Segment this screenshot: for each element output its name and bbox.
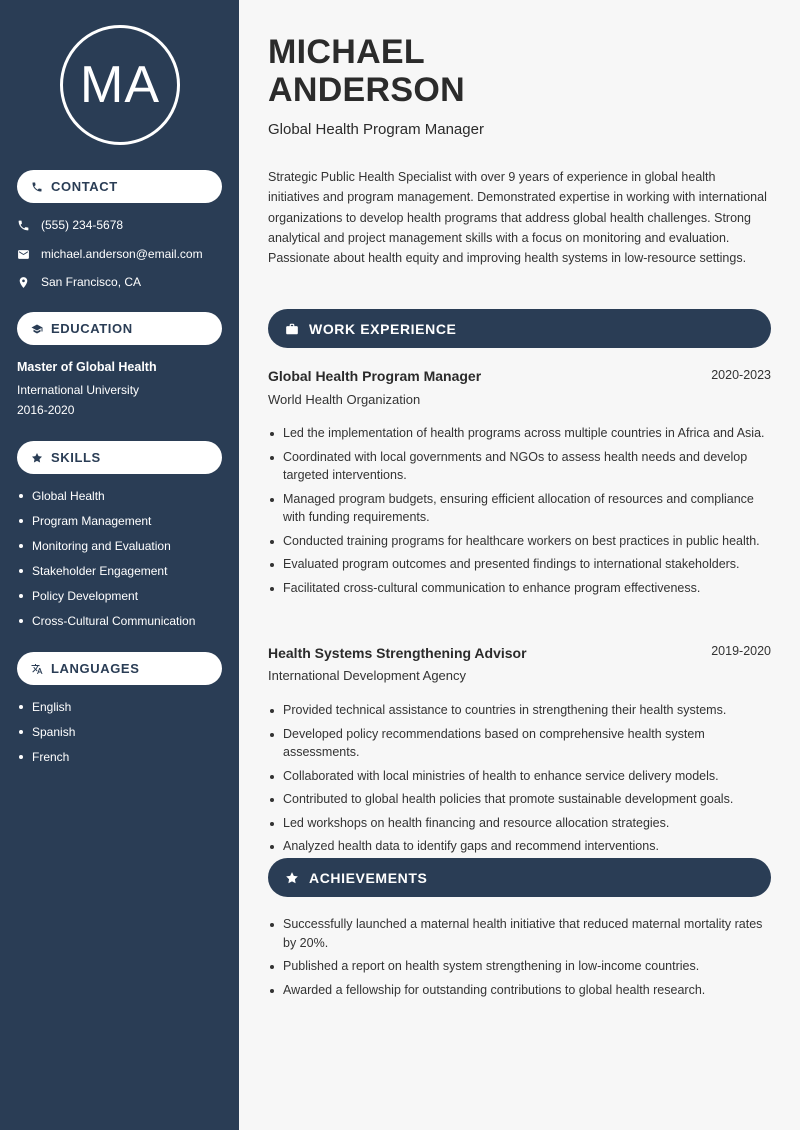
education-years: 2016-2020	[17, 403, 75, 417]
location-pin-icon	[17, 276, 30, 289]
first-name: MICHAEL	[268, 33, 425, 71]
translate-icon	[31, 663, 43, 675]
language-text: Spanish	[32, 725, 76, 739]
bullet-dot	[270, 540, 274, 544]
list-item	[268, 555, 772, 574]
bullet-text: Evaluated program outcomes and presented findings to international stakeholders.	[283, 557, 740, 571]
language-item	[17, 749, 75, 774]
work-experience-heading-label: WORK EXPERIENCE	[309, 320, 457, 337]
bullet-dot	[270, 733, 274, 737]
languages-heading-label: LANGUAGES	[51, 661, 140, 676]
contact-phone-text: (555) 234-5678	[41, 218, 124, 232]
language-item	[17, 724, 75, 749]
bullet-dot	[270, 709, 274, 713]
job-title-headline: Global Health Program Manager	[268, 121, 484, 138]
job-2-org: International Development Agency	[268, 668, 467, 683]
graduation-cap-icon	[31, 323, 43, 335]
skill-text: Cross-Cultural Communication	[32, 614, 196, 628]
bullet-dot	[270, 845, 274, 849]
bullet-text: Provided technical assistance to countries in strengthening their health systems.	[283, 703, 727, 717]
bullet-dot	[270, 798, 274, 802]
skill-item	[17, 613, 195, 638]
contact-email[interactable]	[17, 247, 203, 261]
bullet-dot	[19, 569, 23, 573]
skill-text: Monitoring and Evaluation	[32, 539, 171, 553]
bullet-text: Facilitated cross-cultural communication to enhance program effectiveness.	[283, 580, 701, 595]
job-2-dates: 2019-2020	[711, 644, 771, 658]
bullet-text: Successfully launched a maternal health initiative that reduced maternal mortality rates by 20%.	[283, 917, 763, 950]
bullet-dot	[270, 498, 274, 502]
bullet-dot	[19, 544, 23, 548]
contact-location-text: San Francisco, CA	[41, 275, 142, 289]
bullet-dot	[19, 730, 23, 734]
person-name	[268, 33, 465, 109]
job-1-bullets	[268, 424, 772, 602]
envelope-icon	[17, 248, 30, 261]
star-icon	[31, 452, 43, 464]
star-icon	[285, 871, 299, 885]
bullet-dot	[19, 755, 23, 759]
bullet-text: Conducted training programs for healthcare workers on best practices in public health.	[283, 533, 760, 548]
bullet-text: Awarded a fellowship for outstanding contributions to global health research.	[283, 982, 706, 997]
bullet-dot	[270, 775, 274, 779]
skills-heading-label: SKILLS	[51, 450, 101, 465]
job-2-title: Health Systems Strengthening Advisor	[268, 645, 527, 661]
list-item	[268, 767, 772, 786]
job-2-bullets	[268, 701, 772, 861]
bullet-text: Managed program budgets, ensuring efficient allocation of resources and compliance with funding requirements.	[283, 491, 754, 524]
bullet-dot	[270, 965, 274, 969]
language-item	[17, 699, 75, 724]
list-item	[268, 957, 772, 976]
profile-summary: Strategic Public Health Specialist with over 9 years of experience in global health initiatives and program management. Demonstrated expertise in working with international organizations to develop health programs that address global health challenges. Strong analytical and project management skills with a focus on monitoring and evaluation. Passionate about health equity and improving health systems in low-resource settings.	[268, 170, 767, 266]
language-text: French	[32, 750, 70, 764]
job-1-org: World Health Organization	[268, 392, 421, 407]
skill-item	[17, 513, 195, 538]
list-item	[268, 579, 772, 598]
monogram-avatar	[60, 25, 180, 145]
language-text: English	[32, 700, 72, 714]
skills-list	[17, 488, 195, 638]
bullet-dot	[19, 619, 23, 623]
achievements-heading-label: ACHIEVEMENTS	[309, 869, 428, 886]
list-item	[268, 837, 772, 856]
monogram-initials: MA	[80, 56, 160, 114]
list-item	[268, 915, 772, 952]
list-item	[268, 725, 772, 762]
contact-location	[17, 275, 141, 289]
achievements-list	[268, 915, 772, 1004]
bullet-dot	[19, 705, 23, 709]
education-school: International University	[17, 383, 140, 397]
skill-text: Global Health	[32, 489, 105, 503]
bullet-dot	[270, 923, 274, 927]
briefcase-icon	[285, 322, 299, 336]
phone-icon	[17, 219, 30, 232]
job-1-title: Global Health Program Manager	[268, 368, 482, 384]
bullet-dot	[19, 594, 23, 598]
contact-heading	[17, 170, 222, 203]
list-item	[268, 790, 772, 809]
skill-text: Policy Development	[32, 589, 139, 603]
bullet-dot	[270, 989, 274, 993]
bullet-text: Led the implementation of health programs across multiple countries in Africa and Asia.	[283, 426, 765, 440]
list-item	[268, 424, 772, 443]
bullet-text: Developed policy recommendations based on comprehensive health system assessments.	[283, 726, 705, 759]
education-degree: Master of Global Health	[17, 360, 157, 374]
bullet-text: Collaborated with local ministries of health to enhance service delivery models.	[283, 768, 719, 783]
education-heading	[17, 312, 222, 345]
contact-phone	[17, 218, 123, 232]
languages-list	[17, 699, 75, 774]
skill-item	[17, 488, 195, 513]
phone-icon	[31, 181, 43, 193]
contact-email-text[interactable]: michael.anderson@email.com	[41, 247, 203, 261]
bullet-text: Analyzed health data to identify gaps and recommend interventions.	[283, 839, 659, 853]
bullet-text: Led workshops on health financing and resource allocation strategies.	[283, 815, 670, 830]
bullet-dot	[270, 587, 274, 591]
sidebar	[0, 0, 239, 1130]
list-item	[268, 490, 772, 527]
achievements-heading	[268, 858, 771, 897]
skill-item	[17, 563, 195, 588]
list-item	[268, 701, 772, 720]
skills-heading	[17, 441, 222, 474]
bullet-text: Published a report on health system strengthening in low-income countries.	[283, 959, 700, 973]
list-item	[268, 448, 772, 485]
bullet-dot	[19, 519, 23, 523]
list-item	[268, 532, 772, 551]
languages-heading	[17, 652, 222, 685]
job-1-dates: 2020-2023	[711, 368, 771, 382]
contact-heading-label: CONTACT	[51, 179, 118, 194]
bullet-dot	[270, 432, 274, 436]
education-heading-label: EDUCATION	[51, 321, 133, 336]
list-item	[268, 981, 772, 1000]
skill-text: Stakeholder Engagement	[32, 564, 168, 578]
bullet-text: Contributed to global health policies that promote sustainable development goals.	[283, 792, 734, 806]
skill-item	[17, 538, 195, 563]
last-name: ANDERSON	[268, 71, 465, 109]
bullet-dot	[270, 456, 274, 460]
bullet-dot	[270, 563, 274, 567]
skill-text: Program Management	[32, 514, 152, 528]
bullet-dot	[270, 822, 274, 826]
work-experience-heading	[268, 309, 771, 348]
list-item	[268, 814, 772, 833]
bullet-text: Coordinated with local governments and NGOs to assess health needs and develop targeted interventions.	[283, 449, 748, 482]
skill-item	[17, 588, 195, 613]
bullet-dot	[19, 494, 23, 498]
